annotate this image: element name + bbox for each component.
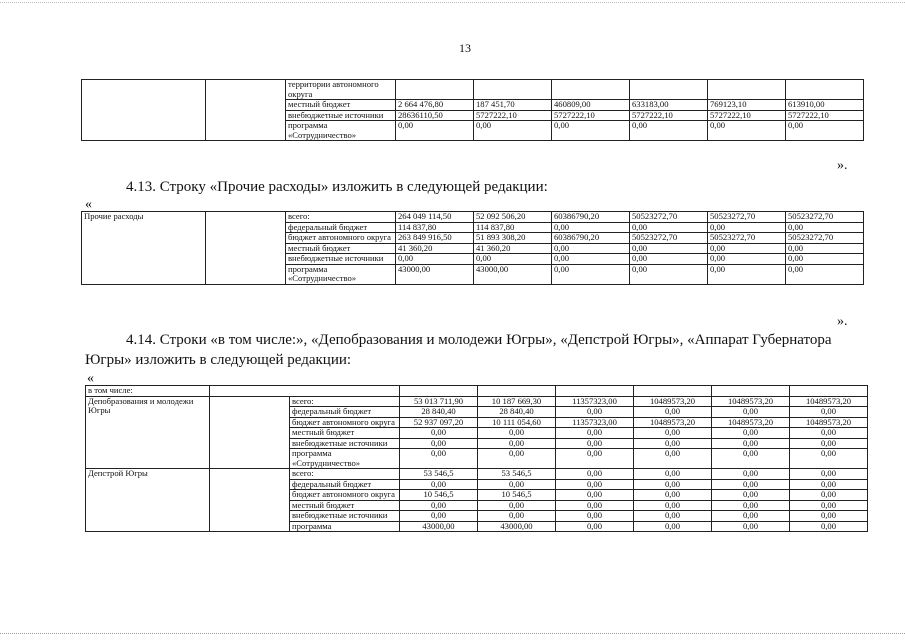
amount-cell: 0,00 [708,264,786,284]
funding-source-label: местный бюджет [286,100,396,111]
amount-cell: 41 360,20 [474,243,552,254]
amount-cell: 0,00 [712,449,790,469]
amount-cell: 0,00 [790,500,868,511]
amount-cell: 0,00 [708,254,786,265]
amount-cell: 0,00 [708,243,786,254]
funding-source-label: внебюджетные источники [290,511,400,522]
amount-cell: 613910,00 [786,100,864,111]
amount-cell: 0,00 [396,121,474,141]
amount-cell: 28 840,40 [478,407,556,418]
amount-cell: 10489573,20 [634,417,712,428]
amount-cell: 0,00 [556,428,634,439]
blank-cell [210,469,290,532]
blank-cell [400,386,478,397]
amount-cell: 0,00 [712,479,790,490]
amount-cell [552,80,630,100]
amount-cell: 0,00 [630,264,708,284]
amount-cell: 0,00 [474,121,552,141]
funding-source-label: бюджет автономного округа [286,233,396,244]
amount-cell: 11357323,00 [556,417,634,428]
funding-source-label: программа [290,521,400,532]
amount-cell: 460809,00 [552,100,630,111]
blank-cell [712,386,790,397]
amount-cell: 53 546,5 [478,469,556,480]
amount-cell: 5727222,10 [630,110,708,121]
amount-cell: 0,00 [556,500,634,511]
amount-cell: 28 840,40 [400,407,478,418]
amount-cell: 0,00 [552,121,630,141]
row-group-name: Депстрой Югры [86,469,210,532]
amount-cell: 0,00 [478,479,556,490]
funding-source-label: местный бюджет [290,428,400,439]
amount-cell: 0,00 [552,264,630,284]
amount-cell: 41 360,20 [396,243,474,254]
closing-quote: ». [837,314,848,329]
table-row [86,396,868,407]
amount-cell: 43000,00 [396,264,474,284]
funding-source-label: местный бюджет [290,500,400,511]
amount-cell: 0,00 [556,521,634,532]
table-row [82,212,864,223]
opening-quote: « [87,371,94,386]
blank-cell [210,396,290,469]
funding-source-label: всего: [290,396,400,407]
amount-cell: 52 937 097,20 [400,417,478,428]
table-row [86,469,868,480]
amount-cell: 0,00 [556,511,634,522]
amount-cell: 0,00 [712,438,790,449]
amount-cell: 114 837,80 [396,222,474,233]
amount-cell [708,80,786,100]
amount-cell: 0,00 [556,407,634,418]
amount-cell: 0,00 [556,449,634,469]
amount-cell: 50523272,70 [708,212,786,223]
amount-cell: 0,00 [634,521,712,532]
funding-source-label: бюджет автономного округа [290,417,400,428]
amount-cell: 0,00 [630,243,708,254]
table-header-row [86,386,868,397]
amount-cell: 0,00 [478,511,556,522]
funding-source-label: внебюджетные источники [290,438,400,449]
amount-cell: 5727222,10 [786,110,864,121]
funding-source-label: внебюджетные источники [286,110,396,121]
amount-cell: 0,00 [634,428,712,439]
blank-cell [206,212,286,285]
amount-cell: 0,00 [552,222,630,233]
amount-cell: 0,00 [786,264,864,284]
amount-cell: 0,00 [400,428,478,439]
amount-cell: 10 546,5 [478,490,556,501]
amount-cell: 5727222,10 [474,110,552,121]
amount-cell: 0,00 [708,121,786,141]
row-group-name: Депобразования и молодежи Югры [86,396,210,469]
page-number: 13 [459,41,471,55]
amount-cell: 0,00 [396,254,474,265]
heading-4-14-line1: 4.14. Строки «в том числе:», «Депобразования и молодежи Югры», «Депстрой Югры», «Аппарат Губернатора [126,332,832,348]
amount-cell: 0,00 [634,438,712,449]
amount-cell: 0,00 [400,438,478,449]
amount-cell: 0,00 [400,500,478,511]
amount-cell: 0,00 [556,479,634,490]
amount-cell: 10489573,20 [790,396,868,407]
amount-cell: 0,00 [630,222,708,233]
amount-cell: 0,00 [708,222,786,233]
amount-cell: 0,00 [712,490,790,501]
amount-cell [786,80,864,100]
amount-cell: 0,00 [478,428,556,439]
amount-cell: 0,00 [712,428,790,439]
amount-cell: 0,00 [634,449,712,469]
funding-source-label: федеральный бюджет [290,407,400,418]
amount-cell: 0,00 [790,438,868,449]
amount-cell: 0,00 [786,121,864,141]
amount-cell: 0,00 [474,254,552,265]
amount-cell: 10489573,20 [790,417,868,428]
amount-cell: 0,00 [556,490,634,501]
amount-cell: 0,00 [712,521,790,532]
amount-cell: 5727222,10 [552,110,630,121]
blank-cell [790,386,868,397]
amount-cell: 0,00 [552,243,630,254]
funding-source-label: территории автономного округа [286,80,396,100]
table-row [82,80,864,100]
amount-cell: 60386790,20 [552,233,630,244]
funding-source-label: программа «Сотрудничество» [286,264,396,284]
amount-cell: 0,00 [400,449,478,469]
blank-cell [556,386,634,397]
amount-cell: 0,00 [552,254,630,265]
table-continuation-body [82,80,864,141]
amount-cell: 0,00 [478,500,556,511]
amount-cell: 114 837,80 [474,222,552,233]
blank-cell [210,386,400,397]
amount-cell: 10489573,20 [712,417,790,428]
amount-cell: 10 111 054,60 [478,417,556,428]
amount-cell: 0,00 [634,479,712,490]
amount-cell: 50523272,70 [786,212,864,223]
funding-source-label: федеральный бюджет [286,222,396,233]
amount-cell [630,80,708,100]
table-including-body [86,386,868,532]
blank-cell [478,386,556,397]
amount-cell: 50523272,70 [708,233,786,244]
amount-cell: 0,00 [712,511,790,522]
amount-cell: 0,00 [790,449,868,469]
amount-cell: 0,00 [400,511,478,522]
row-group-name [82,80,206,141]
amount-cell: 10489573,20 [712,396,790,407]
heading-4-14-line2: Югры» изложить в следующей редакции: [85,352,352,368]
amount-cell: 0,00 [630,254,708,265]
blank-cell [206,80,286,141]
section-header: в том числе: [86,386,210,397]
amount-cell: 0,00 [790,479,868,490]
amount-cell: 2 664 476,80 [396,100,474,111]
amount-cell: 263 849 916,50 [396,233,474,244]
funding-source-label: программа «Сотрудничество» [286,121,396,141]
amount-cell: 0,00 [478,449,556,469]
amount-cell: 53 546,5 [400,469,478,480]
amount-cell: 11357323,00 [556,396,634,407]
funding-source-label: всего: [290,469,400,480]
table-including [85,385,868,532]
amount-cell: 0,00 [790,521,868,532]
amount-cell: 51 893 308,20 [474,233,552,244]
row-group-name: Прочие расходы [82,212,206,285]
amount-cell: 0,00 [634,490,712,501]
scan-edge-top [0,2,905,4]
table-other-expenses-body [82,212,864,285]
amount-cell: 264 049 114,50 [396,212,474,223]
amount-cell: 0,00 [634,500,712,511]
amount-cell: 0,00 [400,479,478,490]
amount-cell: 50523272,70 [786,233,864,244]
amount-cell: 10489573,20 [634,396,712,407]
amount-cell: 10 546,5 [400,490,478,501]
blank-cell [634,386,712,397]
amount-cell: 0,00 [556,469,634,480]
amount-cell: 0,00 [556,438,634,449]
heading-4-13: 4.13. Строку «Прочие расходы» изложить в следующей редакции: [126,179,548,195]
table-other-expenses [81,211,864,285]
amount-cell: 0,00 [712,407,790,418]
amount-cell: 50523272,70 [630,233,708,244]
amount-cell: 0,00 [790,407,868,418]
amount-cell [474,80,552,100]
amount-cell: 60386790,20 [552,212,630,223]
amount-cell: 0,00 [790,511,868,522]
amount-cell: 0,00 [634,469,712,480]
amount-cell: 28636110,50 [396,110,474,121]
funding-source-label: федеральный бюджет [290,479,400,490]
amount-cell: 0,00 [634,511,712,522]
amount-cell: 769123,10 [708,100,786,111]
amount-cell: 0,00 [634,407,712,418]
amount-cell: 187 451,70 [474,100,552,111]
amount-cell: 633183,00 [630,100,708,111]
amount-cell: 0,00 [712,500,790,511]
table-continuation [81,79,864,141]
amount-cell: 0,00 [712,469,790,480]
funding-source-label: внебюджетные источники [286,254,396,265]
amount-cell: 0,00 [790,469,868,480]
amount-cell [396,80,474,100]
amount-cell: 0,00 [478,438,556,449]
funding-source-label: местный бюджет [286,243,396,254]
amount-cell: 43000,00 [474,264,552,284]
funding-source-label: всего: [286,212,396,223]
amount-cell: 10 187 669,30 [478,396,556,407]
amount-cell: 0,00 [630,121,708,141]
opening-quote: « [85,197,92,212]
amount-cell: 52 092 506,20 [474,212,552,223]
amount-cell: 50523272,70 [630,212,708,223]
scan-edge-bottom [0,633,905,635]
funding-source-label: бюджет автономного округа [290,490,400,501]
amount-cell: 5727222,10 [708,110,786,121]
amount-cell: 0,00 [790,428,868,439]
amount-cell: 0,00 [790,490,868,501]
amount-cell: 0,00 [786,254,864,265]
funding-source-label: программа «Сотрудничество» [290,449,400,469]
amount-cell: 43000,00 [400,521,478,532]
amount-cell: 0,00 [786,243,864,254]
amount-cell: 0,00 [786,222,864,233]
closing-quote: ». [837,158,848,173]
amount-cell: 43000,00 [478,521,556,532]
amount-cell: 53 013 711,90 [400,396,478,407]
